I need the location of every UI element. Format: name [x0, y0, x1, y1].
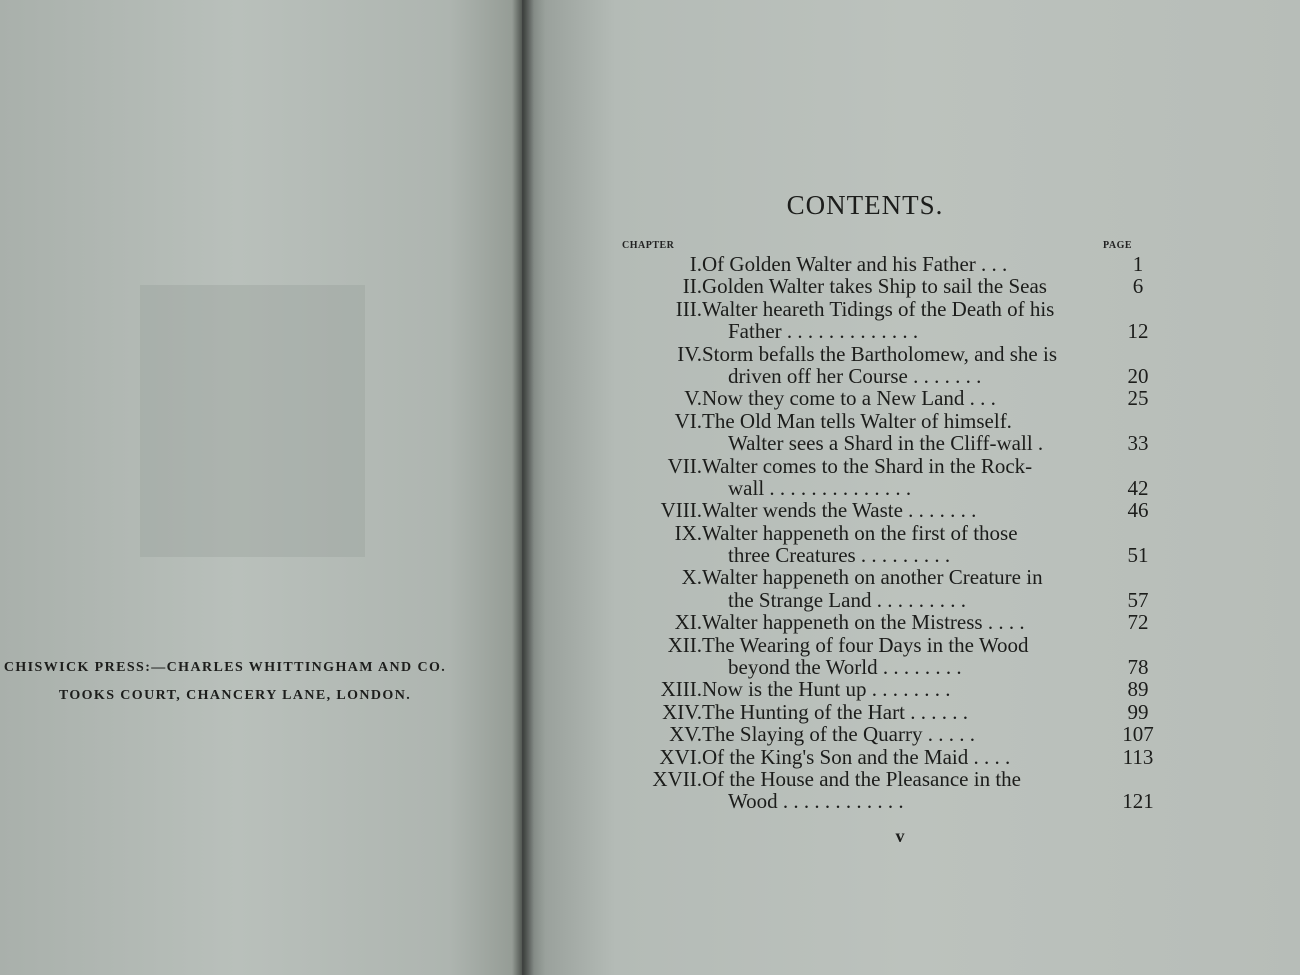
page-number: 12: [1127, 319, 1149, 344]
chapter-title: driven off her Course . . . . . . .: [728, 363, 982, 388]
toc-row: [620, 319, 1180, 344]
chapter-title: Walter happeneth on the Mistress . . . .: [702, 610, 1025, 635]
chapter-title: Father . . . . . . . . . . . . .: [728, 319, 919, 344]
page-number: 51: [1127, 543, 1149, 568]
chapter-number: IV.: [677, 341, 702, 366]
chapter-title: Of the House and the Pleasance in the: [702, 766, 1021, 791]
page-number: 42: [1127, 475, 1149, 500]
chapter-title: Storm befalls the Bartholomew, and she is: [702, 341, 1057, 366]
chapter-title: Now they come to a New Land . . .: [702, 386, 996, 411]
chapter-number: IX.: [674, 520, 702, 545]
page-number: 57: [1127, 587, 1149, 612]
chapter-title: Walter heareth Tidings of the Death of his: [702, 296, 1055, 321]
page-folio: v: [895, 826, 905, 846]
toc-row: [620, 745, 1180, 767]
chapter-title: Walter comes to the Shard in the Rock-: [702, 453, 1033, 478]
page-number: 107: [1122, 722, 1154, 747]
chapter-number: V.: [684, 386, 702, 411]
chapter-number: I.: [689, 252, 702, 276]
chapter-title: Walter wends the Waste . . . . . . .: [702, 498, 977, 523]
chapter-title: The Slaying of the Quarry . . . . .: [702, 722, 975, 747]
chapter-number: VII.: [667, 453, 702, 478]
toc-row: [620, 521, 1180, 543]
toc-row: [620, 722, 1180, 747]
chapter-title: Of Golden Walter and his Father . . .: [702, 252, 1008, 276]
chapter-title: wall . . . . . . . . . . . . . .: [728, 475, 912, 500]
toc-row: [620, 409, 1180, 431]
toc-row: [620, 297, 1180, 319]
chapter-title: Walter happeneth on the first of those: [702, 520, 1018, 545]
chapter-title: Wood . . . . . . . . . . . .: [728, 789, 904, 814]
chapter-number: XIII.: [660, 677, 702, 702]
chapter-title: Walter happeneth on another Creature in: [702, 565, 1043, 590]
toc-row: [620, 633, 1180, 655]
toc-row: [620, 610, 1180, 635]
chapter-number: XIV.: [662, 699, 702, 724]
chapter-title: Of the King's Son and the Maid . . . .: [702, 744, 1011, 769]
toc-row: [620, 274, 1180, 299]
chapter-title: Golden Walter takes Ship to sail the Seas: [702, 274, 1047, 299]
toc-row: [620, 767, 1180, 789]
toc-row: [620, 364, 1180, 386]
toc-row: [620, 498, 1180, 523]
chapter-title: Now is the Hunt up . . . . . . . .: [702, 677, 951, 702]
page-number: 33: [1127, 431, 1149, 456]
toc-row: [620, 588, 1180, 610]
toc-row: [620, 431, 1180, 456]
chapter-title: The Old Man tells Walter of himself.: [702, 408, 1012, 433]
page-number: 121: [1122, 789, 1154, 814]
chapter-number: XII.: [667, 632, 702, 657]
toc-row: [620, 476, 1180, 498]
chapter-column-header: CHAPTER: [622, 240, 675, 251]
chapter-number: VI.: [674, 408, 702, 433]
page-number: 113: [1122, 744, 1154, 769]
page-column-header: PAGE: [1103, 240, 1133, 251]
page-number: 46: [1127, 498, 1149, 523]
toc-row: [620, 655, 1180, 680]
page-number: 99: [1127, 699, 1149, 724]
chapter-title: beyond the World . . . . . . . .: [728, 655, 962, 680]
contents-title: CONTENTS.: [786, 190, 944, 220]
page-number: 6: [1132, 274, 1144, 299]
chapter-title: Walter sees a Shard in the Cliff-wall .: [728, 431, 1044, 456]
chapter-number: II.: [682, 274, 702, 299]
chapter-number: XV.: [669, 722, 702, 747]
imprint-line-1: CHISWICK PRESS:—CHARLES WHITTINGHAM AND CO.: [3, 660, 447, 675]
chapter-number: XVII.: [652, 766, 702, 791]
toc-row: [620, 789, 1180, 814]
page-number: 20: [1127, 363, 1149, 388]
chapter-number: III.: [675, 296, 702, 321]
page-number: 25: [1127, 386, 1149, 411]
printer-imprint: [0, 654, 470, 710]
chapter-title: the Strange Land . . . . . . . . .: [728, 587, 966, 612]
toc-row: [620, 543, 1180, 568]
page-number: 78: [1127, 655, 1149, 680]
chapter-title: The Wearing of four Days in the Wood: [702, 632, 1029, 657]
page-number: 1: [1132, 252, 1144, 276]
toc-row: [620, 565, 1180, 590]
chapter-title: The Hunting of the Hart . . . . . .: [702, 699, 968, 724]
chapter-number: XI.: [674, 610, 702, 635]
toc-row: [620, 252, 1180, 274]
show-through-plate: [140, 285, 365, 557]
chapter-number: X.: [681, 565, 702, 590]
toc-row: [620, 386, 1180, 411]
chapter-number: XVI.: [659, 744, 702, 769]
chapter-number: VIII.: [660, 498, 702, 523]
imprint-line-2: TOOKS COURT, CHANCERY LANE, LONDON.: [58, 688, 412, 703]
table-of-contents: [620, 252, 1180, 812]
toc-row: [620, 700, 1180, 722]
chapter-title: three Creatures . . . . . . . . .: [728, 543, 951, 568]
book-gutter: [512, 0, 534, 975]
toc-row: [620, 454, 1180, 476]
toc-row: [620, 342, 1180, 364]
page-number: 89: [1127, 677, 1149, 702]
page-number: 72: [1127, 610, 1149, 635]
toc-row: [620, 677, 1180, 702]
